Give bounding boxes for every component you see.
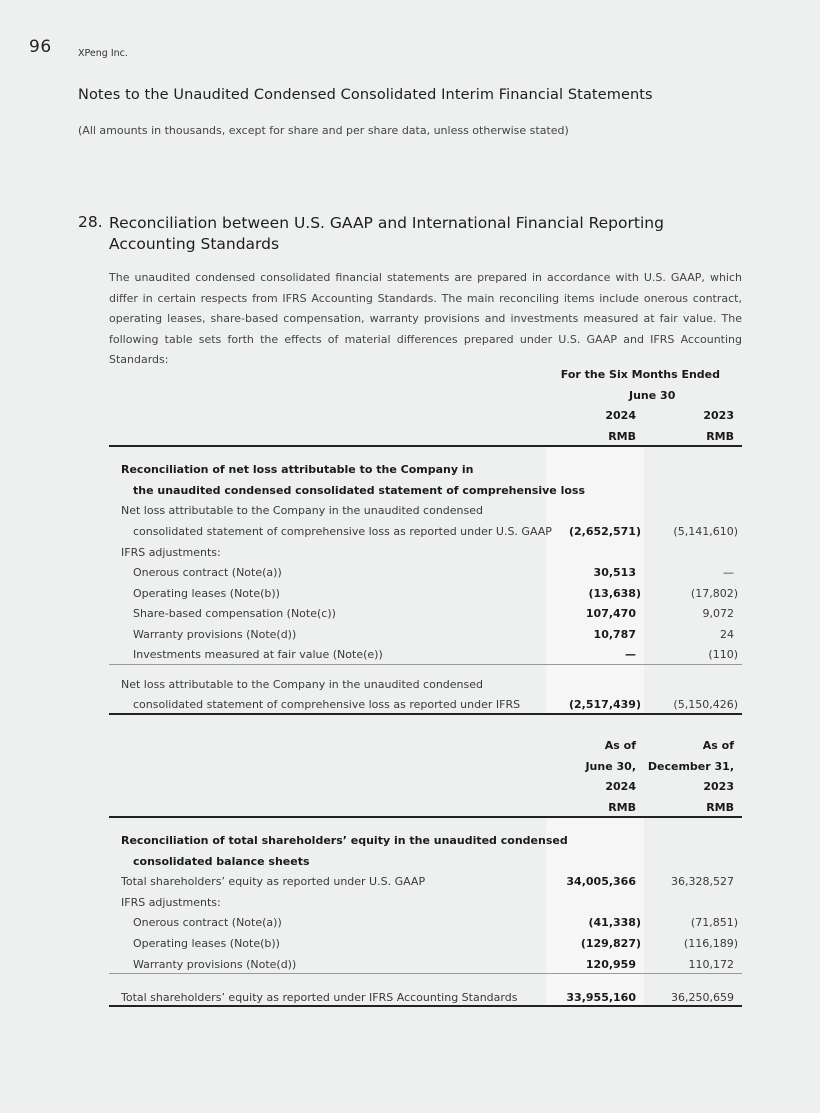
page-number: 96 — [29, 37, 52, 57]
table1-heading-line-2: the unaudited condensed consolidated statement of comprehensive loss — [133, 484, 586, 497]
table2-ifrs-2023: 36,250,659 — [671, 991, 734, 1004]
table2-row-2024: 120,959 — [585, 958, 636, 971]
table2-row-2023: (71,851) — [690, 916, 738, 929]
table1-row-2023: — — [723, 566, 734, 579]
table2-ifrs-adjustments-label: IFRS adjustments: — [121, 896, 221, 909]
table1-usgaap-label-line-1: Net loss attributable to the Company in the unaudited condensed — [121, 504, 484, 517]
table2-ifrs-2024: 33,955,160 — [566, 991, 636, 1004]
table2-col2-currency: RMB — [706, 801, 734, 814]
table1-row-2024: 30,513 — [593, 566, 636, 579]
table1-row-2024: — — [625, 648, 636, 661]
table2-row-label: Onerous contract (Note(a)) — [133, 916, 282, 929]
table2-bottom-rule — [109, 1005, 742, 1007]
table1-row-2023: 24 — [720, 628, 734, 641]
section-title — [109, 213, 749, 255]
table1-col2-currency: RMB — [706, 430, 734, 443]
amount-note: (All amounts in thousands, except for share and per share data, unless otherwise stated) — [78, 124, 569, 137]
table2-row-2024: (41,338) — [588, 916, 641, 929]
table1-row-label: Investments measured at fair value (Note(e)) — [133, 648, 383, 661]
table1-ifrs-adjustments-label: IFRS adjustments: — [121, 546, 221, 559]
table1-col2-year: 2023 — [703, 409, 734, 422]
table1-usgaap-2023: (5,141,610) — [673, 525, 738, 538]
table1-heading-line-1: Reconciliation of net loss attributable to the Company in — [121, 463, 474, 476]
table1-ifrs-label-line-2: consolidated statement of comprehensive loss as reported under IFRS — [133, 698, 521, 711]
table2-heading-line-1: Reconciliation of total shareholders’ equity in the unaudited condensed — [121, 834, 568, 847]
table1-subtotal-rule — [109, 664, 742, 665]
table1-header-rule — [109, 445, 742, 447]
table1-row-label: Warranty provisions (Note(d)) — [133, 628, 297, 641]
section-title-line-2: Accounting Standards — [109, 235, 280, 253]
table1-col1-year: 2024 — [605, 409, 636, 422]
table2-col1-header-line-1: As of — [604, 739, 636, 752]
section-title-line-1: Reconciliation between U.S. GAAP and International Financial Reporting — [109, 214, 664, 232]
table2-row-2023: 110,172 — [688, 958, 734, 971]
table1-period-header-line-1: For the Six Months Ended — [560, 368, 720, 381]
table1-row-2023: (110) — [708, 648, 738, 661]
table2-ifrs-label: Total shareholders’ equity as reported under IFRS Accounting Standards — [121, 991, 518, 1004]
table2-subtotal-rule — [109, 973, 742, 974]
table1-row-label: Onerous contract (Note(a)) — [133, 566, 282, 579]
table1-row-label: Share-based compensation (Note(c)) — [133, 607, 336, 620]
table2-row-label: Operating leases (Note(b)) — [133, 937, 280, 950]
table2-col2-header-line-3: 2023 — [703, 780, 734, 793]
table2-usgaap-2023: 36,328,527 — [671, 875, 734, 888]
table2-col1-currency: RMB — [608, 801, 636, 814]
table1-row-2024: 10,787 — [593, 628, 636, 641]
table2-col2-header-line-1: As of — [702, 739, 734, 752]
table1-ifrs-label-line-1: Net loss attributable to the Company in the unaudited condensed — [121, 678, 484, 691]
table1-row-label: Operating leases (Note(b)) — [133, 587, 280, 600]
table2-row-2024: (129,827) — [580, 937, 641, 950]
company-name: XPeng Inc. — [78, 48, 128, 59]
table2-heading-line-2: consolidated balance sheets — [133, 855, 310, 868]
table2-header-rule — [109, 816, 742, 818]
table2-col2-header-line-2: December 31, — [647, 760, 734, 773]
notes-title: Notes to the Unaudited Condensed Consolidated Interim Financial Statements — [78, 87, 653, 103]
table1-ifrs-2023: (5,150,426) — [673, 698, 738, 711]
table1-row-2023: 9,072 — [702, 607, 734, 620]
table1-row-2024: (13,638) — [588, 587, 641, 600]
table2-col1-header-line-3: 2024 — [605, 780, 636, 793]
section-number: 28. — [78, 213, 103, 231]
table2-row-label: Warranty provisions (Note(d)) — [133, 958, 297, 971]
table1-period-header-line-2: June 30 — [629, 389, 676, 402]
table1-usgaap-2024: (2,652,571) — [569, 525, 641, 538]
table2-row-2023: (116,189) — [683, 937, 738, 950]
table1-bottom-rule — [109, 713, 742, 715]
table2-col1-header-line-2: June 30, — [585, 760, 636, 773]
table1-row-2023: (17,802) — [690, 587, 738, 600]
table1-usgaap-label-line-2: consolidated statement of comprehensive loss as reported under U.S. GAAP — [133, 525, 552, 538]
table1-col1-currency: RMB — [608, 430, 636, 443]
table1-ifrs-2024: (2,517,439) — [569, 698, 641, 711]
table1-row-2024: 107,470 — [585, 607, 636, 620]
table2-usgaap-label: Total shareholders’ equity as reported under U.S. GAAP — [121, 875, 426, 888]
intro-paragraph: The unaudited condensed consolidated financial statements are prepared in accordance with U.S. GAAP, which differ in certain respects from IFRS Accounting Standards. The main reconciling items include onerous contract, operating leases, share-based compensation, warranty provisions and investments measured at fair value. The following table sets forth the effects of material differences prepared under U.S. GAAP and IFRS Accounting Standards: — [109, 271, 742, 367]
table2-usgaap-2024: 34,005,366 — [566, 875, 636, 888]
